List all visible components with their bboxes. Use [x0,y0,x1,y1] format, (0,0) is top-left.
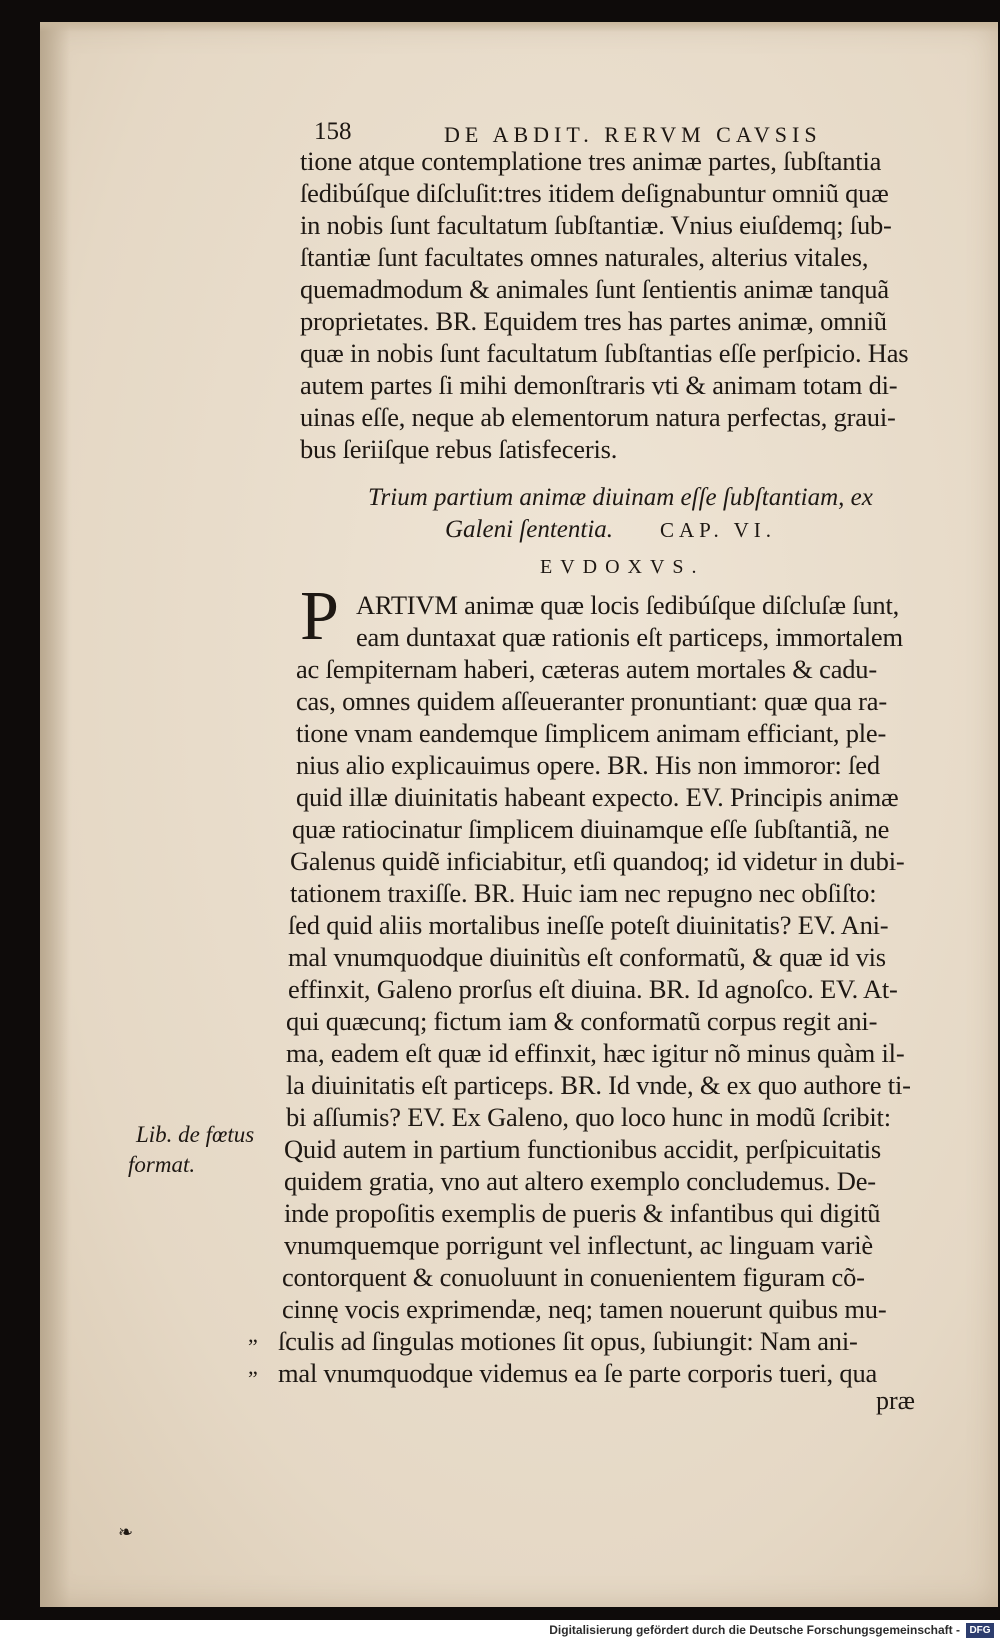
margin-note-line-1: Lib. de fœtus [136,1122,255,1147]
text-line: mal vnumquodque videmus ea ſe parte corporis tueri, qua [278,1358,878,1388]
text-line: ARTIVM animæ quæ locis ſedibúſque diſcluſæ ſunt, [356,590,900,620]
text-line: ſculis ad ſingulas motiones ſit opus, ſubiungit: Nam ani- [278,1326,858,1356]
text-line: contorquent & conuoluunt in conuenientem figuram cõ- [282,1262,865,1292]
text-line: bi aſſumis? EV. Ex Galeno, quo loco hunc in modũ ſcribit: [286,1102,891,1132]
text-line: quid illæ diuinitatis habeant expecto. EV. Principis animæ [296,782,899,812]
text-line: ſedibúſque diſcluſit:tres itidem deſignabuntur omniũ quæ [300,178,889,208]
text-line: Quid autem in partium functionibus accidit, perſpicuitatis [284,1134,882,1164]
running-head-title: DE ABDIT. RERVM CAVSIS [444,122,822,147]
text-line: autem partes ſi mihi demonſtraris vti & animam totam di- [300,370,898,400]
text-line: eam duntaxat quæ rationis eſt particeps, immortalem [356,622,903,652]
page-top-shadow [40,22,998,32]
text-line: cas, omnes quidem aſſeueranter pronuntiant: quæ qua ra- [296,686,887,716]
text-line: mal vnumquodque diuinitùs eſt conformatũ, & quæ id vis [288,942,886,972]
chapter-title-line-2: Galeni ſententia. [445,516,614,543]
dfg-logo-icon: DFG [966,1623,994,1638]
text-line: ſed quid aliis mortalibus ineſſe poteſt diuinitatis? EV. Ani- [288,910,889,940]
text-line: quæ in nobis ſunt facultatum ſubſtantias eſſe perſpicio. Has [300,338,909,368]
speaker-heading: EVDOXVS. [540,556,705,578]
text-line: Galenus quidẽ inficiabitur, etſi quandoq; id videtur in dubi- [290,846,905,876]
text-line: tione vnam eandemque ſimplicem animam efficiant, ple- [296,718,887,748]
text-line: quemadmodum & animales ſunt ſentientis animæ tanquã [300,274,889,304]
text-line: ac ſempiternam haberi, cæteras autem mortales & cadu- [296,654,877,684]
drop-cap: P [300,578,339,655]
page-gutter-shadow [40,22,70,1607]
chapter-title-line-1: Trium partium animæ diuinam eſſe ſubſtantiam, ex [368,484,873,511]
text-line: effinxit, Galeno prorſus eſt diuina. BR. Id agnoſco. EV. At- [288,974,898,1004]
text-line: ſtantiæ ſunt facultates omnes naturales, alterius vitales, [300,242,869,272]
quotation-mark: „ [248,1354,258,1379]
text-line: uinas eſſe, neque ab elementorum natura perfectas, graui- [300,402,896,432]
chapter-label: CAP. VI. [660,518,777,542]
text-line: bus ſeriiſque rebus ſatisfeceris. [300,434,618,464]
text-line: nius alio explicauimus opere. BR. His non immoror: ſed [296,750,880,780]
text-line: proprietates. BR. Equidem tres has partes animæ, omniũ [300,306,887,336]
page-number: 158 [314,118,352,145]
text-line: tationem traxiſſe. BR. Huic iam nec repugno nec obſiſto: [290,878,877,908]
text-line: cinnę vocis exprimendæ, neq; tamen nouerunt quibus mu- [282,1294,887,1324]
text-line: ma, eadem eſt quæ id effinxit, hæc igitur nõ minus quàm il- [286,1038,905,1068]
margin-note-line-2: format. [128,1152,196,1177]
text-line: qui quæcunq; fictum iam & conformatũ corpus regit ani- [286,1006,878,1036]
text-line: tione atque contemplatione tres animæ partes, ſubſtantia [300,146,882,176]
quotation-mark: „ [248,1322,258,1347]
text-line: quidem gratia, vno aut altero exemplo concludemus. De- [284,1166,876,1196]
digitization-footer [0,1620,1000,1643]
catchword: præ [876,1386,915,1415]
text-line: quæ ratiocinatur ſimplicem diuinamque eſſe ſubſtantiã, ne [292,814,890,844]
text-line: vnumquemque porrigunt vel inflectunt, ac linguam variè [284,1230,873,1260]
text-line: la diuinitatis eſt particeps. BR. Id vnde, & ex quo authore ti- [286,1070,911,1100]
text-line: in nobis ſunt facultatum ſubſtantiæ. Vnius eiuſdemq; ſub- [300,210,892,240]
ornament-mark: ❧ [118,1522,134,1542]
text-line: inde propoſitis exemplis de pueris & infantibus qui digitũ [284,1198,881,1228]
footer-credit: Digitalisierung gefördert durch die Deutsche Forschungsgemeinschaft - [549,1623,960,1637]
